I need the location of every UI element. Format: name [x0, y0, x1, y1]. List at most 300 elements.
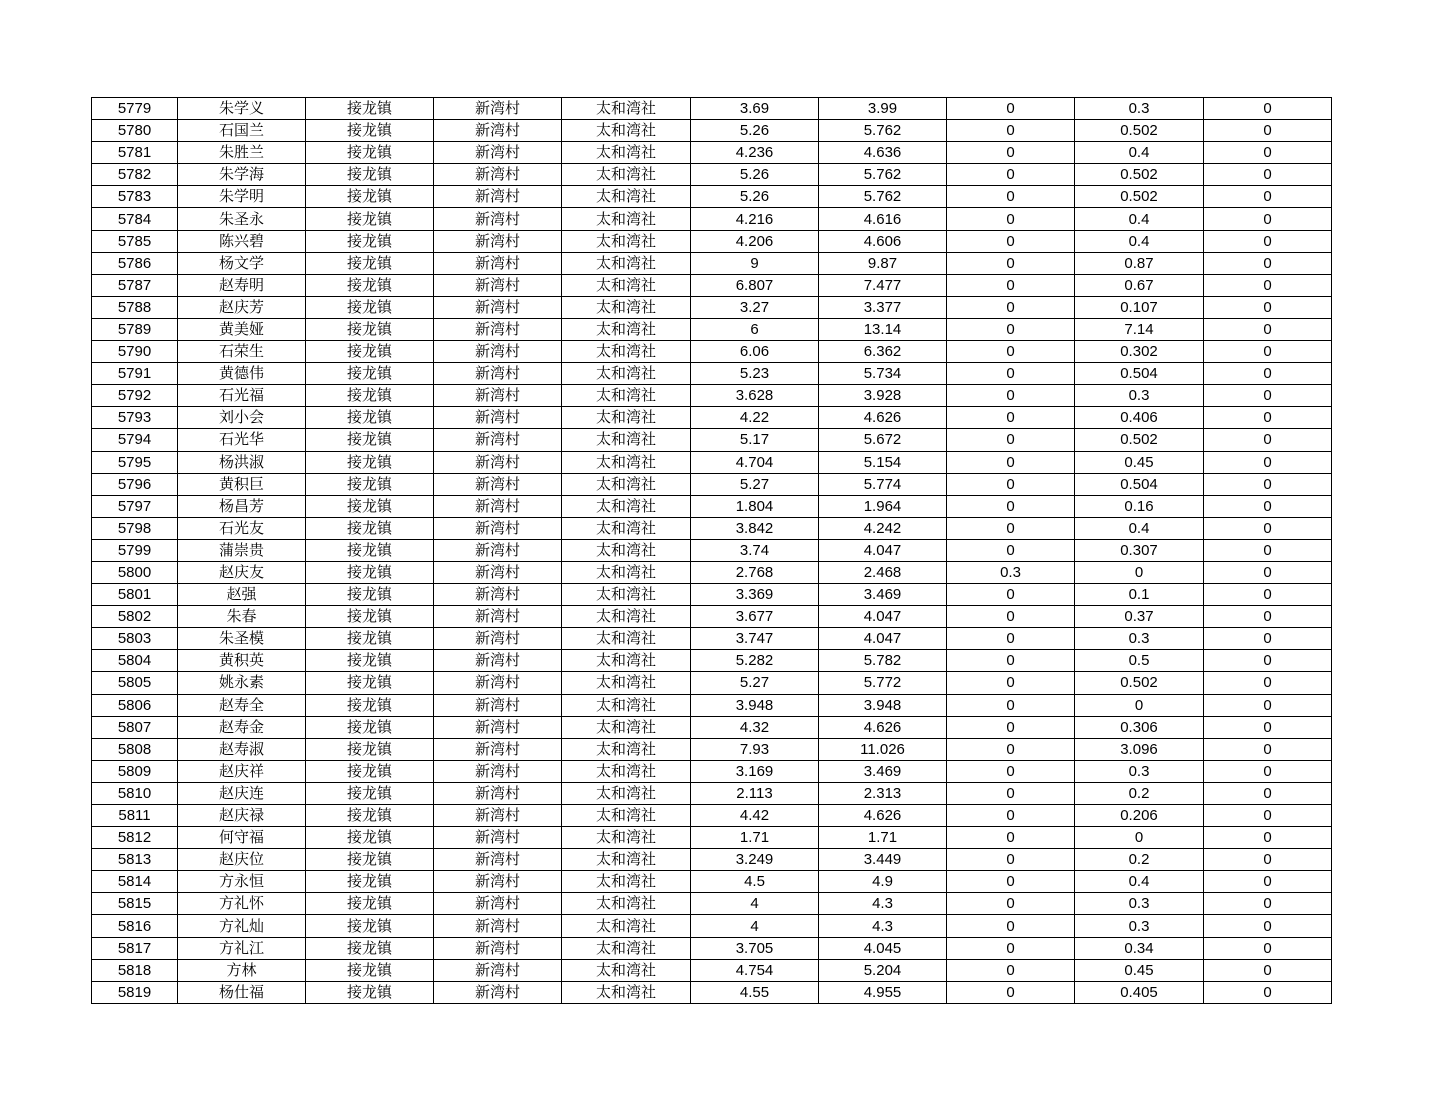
value-1-cell: 4.236: [691, 142, 819, 164]
name-cell: 朱学义: [178, 98, 306, 120]
village-cell: 新湾村: [434, 429, 562, 451]
value-2-cell: 4.626: [819, 716, 947, 738]
town-cell: 接龙镇: [306, 98, 434, 120]
group-cell: 太和湾社: [562, 363, 691, 385]
table-row: [92, 716, 1332, 738]
village-cell: 新湾村: [434, 296, 562, 318]
name-cell: 赵庆友: [178, 561, 306, 583]
table-row: [92, 606, 1332, 628]
group-cell: 太和湾社: [562, 186, 691, 208]
table-row: [92, 363, 1332, 385]
value-1-cell: 5.17: [691, 429, 819, 451]
village-cell: 新湾村: [434, 142, 562, 164]
value-1-cell: 6.06: [691, 341, 819, 363]
name-cell: 方永恒: [178, 871, 306, 893]
value-3-cell: 0: [947, 341, 1075, 363]
town-cell: 接龙镇: [306, 296, 434, 318]
name-cell: 陈兴碧: [178, 230, 306, 252]
value-5-cell: 0: [1204, 230, 1332, 252]
value-4-cell: 0.4: [1075, 871, 1204, 893]
value-1-cell: 4.22: [691, 407, 819, 429]
value-3-cell: 0: [947, 142, 1075, 164]
town-cell: 接龙镇: [306, 142, 434, 164]
value-3-cell: 0: [947, 805, 1075, 827]
value-4-cell: 0.302: [1075, 341, 1204, 363]
value-5-cell: 0: [1204, 186, 1332, 208]
value-1-cell: 4.216: [691, 208, 819, 230]
value-4-cell: 0.504: [1075, 363, 1204, 385]
table-row: [92, 893, 1332, 915]
name-cell: 杨仕福: [178, 981, 306, 1003]
value-4-cell: 0.3: [1075, 893, 1204, 915]
name-cell: 方礼灿: [178, 915, 306, 937]
village-cell: 新湾村: [434, 760, 562, 782]
value-4-cell: 7.14: [1075, 318, 1204, 340]
group-cell: 太和湾社: [562, 561, 691, 583]
value-4-cell: 0.4: [1075, 142, 1204, 164]
value-1-cell: 4: [691, 893, 819, 915]
id-cell: 5819: [92, 981, 178, 1003]
value-5-cell: 0: [1204, 871, 1332, 893]
value-3-cell: 0: [947, 672, 1075, 694]
value-2-cell: 4.626: [819, 407, 947, 429]
id-cell: 5797: [92, 495, 178, 517]
town-cell: 接龙镇: [306, 120, 434, 142]
value-2-cell: 4.242: [819, 517, 947, 539]
value-4-cell: 0.3: [1075, 98, 1204, 120]
group-cell: 太和湾社: [562, 782, 691, 804]
town-cell: 接龙镇: [306, 584, 434, 606]
id-cell: 5779: [92, 98, 178, 120]
value-4-cell: 0.107: [1075, 296, 1204, 318]
value-4-cell: 0.3: [1075, 760, 1204, 782]
value-2-cell: 5.774: [819, 473, 947, 495]
town-cell: 接龙镇: [306, 849, 434, 871]
value-3-cell: 0: [947, 760, 1075, 782]
value-2-cell: 13.14: [819, 318, 947, 340]
value-3-cell: 0: [947, 120, 1075, 142]
value-1-cell: 4.42: [691, 805, 819, 827]
id-cell: 5789: [92, 318, 178, 340]
value-2-cell: 4.955: [819, 981, 947, 1003]
value-5-cell: 0: [1204, 606, 1332, 628]
table-row: [92, 915, 1332, 937]
value-1-cell: 5.27: [691, 473, 819, 495]
value-4-cell: 0.502: [1075, 429, 1204, 451]
value-5-cell: 0: [1204, 738, 1332, 760]
group-cell: 太和湾社: [562, 539, 691, 561]
value-3-cell: 0: [947, 738, 1075, 760]
table-row: [92, 98, 1332, 120]
value-2-cell: 5.672: [819, 429, 947, 451]
value-2-cell: 4.047: [819, 628, 947, 650]
value-1-cell: 4.754: [691, 959, 819, 981]
village-cell: 新湾村: [434, 451, 562, 473]
id-cell: 5800: [92, 561, 178, 583]
id-cell: 5810: [92, 782, 178, 804]
town-cell: 接龙镇: [306, 164, 434, 186]
town-cell: 接龙镇: [306, 650, 434, 672]
group-cell: 太和湾社: [562, 760, 691, 782]
value-2-cell: 5.762: [819, 186, 947, 208]
value-2-cell: 3.449: [819, 849, 947, 871]
value-5-cell: 0: [1204, 782, 1332, 804]
id-cell: 5792: [92, 385, 178, 407]
value-3-cell: 0: [947, 208, 1075, 230]
value-5-cell: 0: [1204, 363, 1332, 385]
town-cell: 接龙镇: [306, 341, 434, 363]
table-row: [92, 539, 1332, 561]
value-2-cell: 5.734: [819, 363, 947, 385]
value-1-cell: 4.32: [691, 716, 819, 738]
name-cell: 蒲崇贵: [178, 539, 306, 561]
group-cell: 太和湾社: [562, 716, 691, 738]
value-4-cell: 0.67: [1075, 274, 1204, 296]
value-3-cell: 0: [947, 385, 1075, 407]
village-cell: 新湾村: [434, 539, 562, 561]
value-5-cell: 0: [1204, 429, 1332, 451]
value-3-cell: 0: [947, 230, 1075, 252]
group-cell: 太和湾社: [562, 495, 691, 517]
name-cell: 杨昌芳: [178, 495, 306, 517]
value-5-cell: 0: [1204, 561, 1332, 583]
village-cell: 新湾村: [434, 959, 562, 981]
value-1-cell: 4: [691, 915, 819, 937]
value-4-cell: 0.87: [1075, 252, 1204, 274]
value-3-cell: 0: [947, 827, 1075, 849]
value-2-cell: 6.362: [819, 341, 947, 363]
id-cell: 5808: [92, 738, 178, 760]
town-cell: 接龙镇: [306, 363, 434, 385]
value-5-cell: 0: [1204, 495, 1332, 517]
table-row: [92, 451, 1332, 473]
id-cell: 5813: [92, 849, 178, 871]
village-cell: 新湾村: [434, 584, 562, 606]
name-cell: 赵寿淑: [178, 738, 306, 760]
town-cell: 接龙镇: [306, 208, 434, 230]
name-cell: 方礼怀: [178, 893, 306, 915]
value-1-cell: 4.55: [691, 981, 819, 1003]
value-4-cell: 0.4: [1075, 208, 1204, 230]
value-4-cell: 0.34: [1075, 937, 1204, 959]
village-cell: 新湾村: [434, 120, 562, 142]
name-cell: 杨文学: [178, 252, 306, 274]
table-row: [92, 230, 1332, 252]
id-cell: 5804: [92, 650, 178, 672]
value-5-cell: 0: [1204, 827, 1332, 849]
group-cell: 太和湾社: [562, 517, 691, 539]
town-cell: 接龙镇: [306, 893, 434, 915]
group-cell: 太和湾社: [562, 871, 691, 893]
village-cell: 新湾村: [434, 915, 562, 937]
id-cell: 5791: [92, 363, 178, 385]
value-5-cell: 0: [1204, 164, 1332, 186]
id-cell: 5782: [92, 164, 178, 186]
id-cell: 5790: [92, 341, 178, 363]
value-1-cell: 6.807: [691, 274, 819, 296]
village-cell: 新湾村: [434, 628, 562, 650]
id-cell: 5809: [92, 760, 178, 782]
name-cell: 石光华: [178, 429, 306, 451]
village-cell: 新湾村: [434, 782, 562, 804]
town-cell: 接龙镇: [306, 871, 434, 893]
value-5-cell: 0: [1204, 142, 1332, 164]
id-cell: 5794: [92, 429, 178, 451]
value-2-cell: 7.477: [819, 274, 947, 296]
village-cell: 新湾村: [434, 230, 562, 252]
value-3-cell: 0: [947, 959, 1075, 981]
value-3-cell: 0: [947, 495, 1075, 517]
town-cell: 接龙镇: [306, 672, 434, 694]
table-row: [92, 959, 1332, 981]
group-cell: 太和湾社: [562, 893, 691, 915]
name-cell: 石国兰: [178, 120, 306, 142]
value-1-cell: 3.169: [691, 760, 819, 782]
value-2-cell: 9.87: [819, 252, 947, 274]
value-4-cell: 0: [1075, 694, 1204, 716]
id-cell: 5805: [92, 672, 178, 694]
value-1-cell: 3.948: [691, 694, 819, 716]
value-3-cell: 0: [947, 429, 1075, 451]
value-4-cell: 0.504: [1075, 473, 1204, 495]
value-2-cell: 5.772: [819, 672, 947, 694]
town-cell: 接龙镇: [306, 937, 434, 959]
value-4-cell: 0.45: [1075, 959, 1204, 981]
value-3-cell: 0: [947, 915, 1075, 937]
village-cell: 新湾村: [434, 849, 562, 871]
value-5-cell: 0: [1204, 296, 1332, 318]
name-cell: 石荣生: [178, 341, 306, 363]
group-cell: 太和湾社: [562, 827, 691, 849]
group-cell: 太和湾社: [562, 429, 691, 451]
village-cell: 新湾村: [434, 385, 562, 407]
value-2-cell: 2.313: [819, 782, 947, 804]
town-cell: 接龙镇: [306, 274, 434, 296]
value-5-cell: 0: [1204, 252, 1332, 274]
value-2-cell: 5.762: [819, 164, 947, 186]
value-5-cell: 0: [1204, 451, 1332, 473]
id-cell: 5806: [92, 694, 178, 716]
town-cell: 接龙镇: [306, 473, 434, 495]
value-5-cell: 0: [1204, 915, 1332, 937]
id-cell: 5811: [92, 805, 178, 827]
id-cell: 5818: [92, 959, 178, 981]
value-5-cell: 0: [1204, 208, 1332, 230]
name-cell: 朱春: [178, 606, 306, 628]
id-cell: 5796: [92, 473, 178, 495]
value-2-cell: 3.377: [819, 296, 947, 318]
town-cell: 接龙镇: [306, 429, 434, 451]
table-row: [92, 252, 1332, 274]
table-row: [92, 650, 1332, 672]
name-cell: 朱圣模: [178, 628, 306, 650]
table-row: [92, 385, 1332, 407]
name-cell: 赵庆祥: [178, 760, 306, 782]
name-cell: 何守福: [178, 827, 306, 849]
name-cell: 姚永素: [178, 672, 306, 694]
table-row: [92, 981, 1332, 1003]
table-row: [92, 672, 1332, 694]
town-cell: 接龙镇: [306, 385, 434, 407]
value-3-cell: 0: [947, 296, 1075, 318]
name-cell: 赵寿明: [178, 274, 306, 296]
value-5-cell: 0: [1204, 805, 1332, 827]
id-cell: 5786: [92, 252, 178, 274]
value-2-cell: 3.469: [819, 760, 947, 782]
value-4-cell: 0.306: [1075, 716, 1204, 738]
table-body: [92, 98, 1332, 1004]
value-4-cell: 0.502: [1075, 186, 1204, 208]
value-2-cell: 3.469: [819, 584, 947, 606]
group-cell: 太和湾社: [562, 959, 691, 981]
group-cell: 太和湾社: [562, 164, 691, 186]
value-2-cell: 3.99: [819, 98, 947, 120]
value-3-cell: 0: [947, 539, 1075, 561]
value-3-cell: 0: [947, 252, 1075, 274]
id-cell: 5803: [92, 628, 178, 650]
value-4-cell: 0: [1075, 827, 1204, 849]
table-row: [92, 473, 1332, 495]
value-2-cell: 4.626: [819, 805, 947, 827]
table-row: [92, 274, 1332, 296]
id-cell: 5788: [92, 296, 178, 318]
town-cell: 接龙镇: [306, 805, 434, 827]
name-cell: 方礼江: [178, 937, 306, 959]
value-1-cell: 6: [691, 318, 819, 340]
name-cell: 朱胜兰: [178, 142, 306, 164]
group-cell: 太和湾社: [562, 385, 691, 407]
village-cell: 新湾村: [434, 341, 562, 363]
value-3-cell: 0: [947, 451, 1075, 473]
group-cell: 太和湾社: [562, 981, 691, 1003]
group-cell: 太和湾社: [562, 628, 691, 650]
data-table: [91, 97, 1332, 1004]
group-cell: 太和湾社: [562, 937, 691, 959]
value-4-cell: 0.502: [1075, 120, 1204, 142]
value-4-cell: 3.096: [1075, 738, 1204, 760]
value-1-cell: 3.27: [691, 296, 819, 318]
value-2-cell: 4.3: [819, 915, 947, 937]
value-4-cell: 0.2: [1075, 849, 1204, 871]
table-row: [92, 805, 1332, 827]
value-3-cell: 0: [947, 318, 1075, 340]
value-5-cell: 0: [1204, 760, 1332, 782]
value-5-cell: 0: [1204, 716, 1332, 738]
value-2-cell: 5.762: [819, 120, 947, 142]
value-1-cell: 5.23: [691, 363, 819, 385]
table-row: [92, 495, 1332, 517]
value-1-cell: 3.69: [691, 98, 819, 120]
value-1-cell: 4.704: [691, 451, 819, 473]
value-5-cell: 0: [1204, 407, 1332, 429]
value-5-cell: 0: [1204, 341, 1332, 363]
value-2-cell: 4.9: [819, 871, 947, 893]
value-4-cell: 0.5: [1075, 650, 1204, 672]
value-1-cell: 2.113: [691, 782, 819, 804]
village-cell: 新湾村: [434, 495, 562, 517]
id-cell: 5785: [92, 230, 178, 252]
value-3-cell: 0: [947, 186, 1075, 208]
table-row: [92, 142, 1332, 164]
table-row: [92, 849, 1332, 871]
value-5-cell: 0: [1204, 517, 1332, 539]
value-3-cell: 0: [947, 937, 1075, 959]
value-1-cell: 7.93: [691, 738, 819, 760]
value-2-cell: 5.204: [819, 959, 947, 981]
value-4-cell: 0.16: [1075, 495, 1204, 517]
table-row: [92, 164, 1332, 186]
group-cell: 太和湾社: [562, 849, 691, 871]
group-cell: 太和湾社: [562, 274, 691, 296]
name-cell: 赵庆连: [178, 782, 306, 804]
value-3-cell: 0: [947, 274, 1075, 296]
town-cell: 接龙镇: [306, 694, 434, 716]
town-cell: 接龙镇: [306, 407, 434, 429]
id-cell: 5814: [92, 871, 178, 893]
village-cell: 新湾村: [434, 937, 562, 959]
name-cell: 赵庆禄: [178, 805, 306, 827]
value-1-cell: 5.26: [691, 186, 819, 208]
village-cell: 新湾村: [434, 650, 562, 672]
id-cell: 5816: [92, 915, 178, 937]
town-cell: 接龙镇: [306, 782, 434, 804]
value-1-cell: 3.369: [691, 584, 819, 606]
value-5-cell: 0: [1204, 628, 1332, 650]
value-4-cell: 0.4: [1075, 230, 1204, 252]
value-3-cell: 0: [947, 473, 1075, 495]
value-5-cell: 0: [1204, 539, 1332, 561]
group-cell: 太和湾社: [562, 208, 691, 230]
value-1-cell: 3.74: [691, 539, 819, 561]
group-cell: 太和湾社: [562, 142, 691, 164]
town-cell: 接龙镇: [306, 959, 434, 981]
value-2-cell: 11.026: [819, 738, 947, 760]
value-4-cell: 0.37: [1075, 606, 1204, 628]
group-cell: 太和湾社: [562, 407, 691, 429]
value-3-cell: 0: [947, 407, 1075, 429]
value-2-cell: 4.636: [819, 142, 947, 164]
value-2-cell: 4.045: [819, 937, 947, 959]
value-2-cell: 5.782: [819, 650, 947, 672]
group-cell: 太和湾社: [562, 230, 691, 252]
group-cell: 太和湾社: [562, 650, 691, 672]
value-2-cell: 1.71: [819, 827, 947, 849]
value-3-cell: 0: [947, 694, 1075, 716]
name-cell: 朱学海: [178, 164, 306, 186]
value-4-cell: 0.3: [1075, 915, 1204, 937]
village-cell: 新湾村: [434, 164, 562, 186]
village-cell: 新湾村: [434, 694, 562, 716]
village-cell: 新湾村: [434, 981, 562, 1003]
group-cell: 太和湾社: [562, 738, 691, 760]
value-2-cell: 1.964: [819, 495, 947, 517]
village-cell: 新湾村: [434, 318, 562, 340]
village-cell: 新湾村: [434, 871, 562, 893]
group-cell: 太和湾社: [562, 805, 691, 827]
name-cell: 黄美娅: [178, 318, 306, 340]
id-cell: 5793: [92, 407, 178, 429]
value-5-cell: 0: [1204, 937, 1332, 959]
value-4-cell: 0.4: [1075, 517, 1204, 539]
value-3-cell: 0: [947, 716, 1075, 738]
name-cell: 方林: [178, 959, 306, 981]
value-1-cell: 3.705: [691, 937, 819, 959]
table-row: [92, 827, 1332, 849]
value-3-cell: 0: [947, 628, 1075, 650]
value-5-cell: 0: [1204, 981, 1332, 1003]
id-cell: 5783: [92, 186, 178, 208]
value-1-cell: 5.27: [691, 672, 819, 694]
